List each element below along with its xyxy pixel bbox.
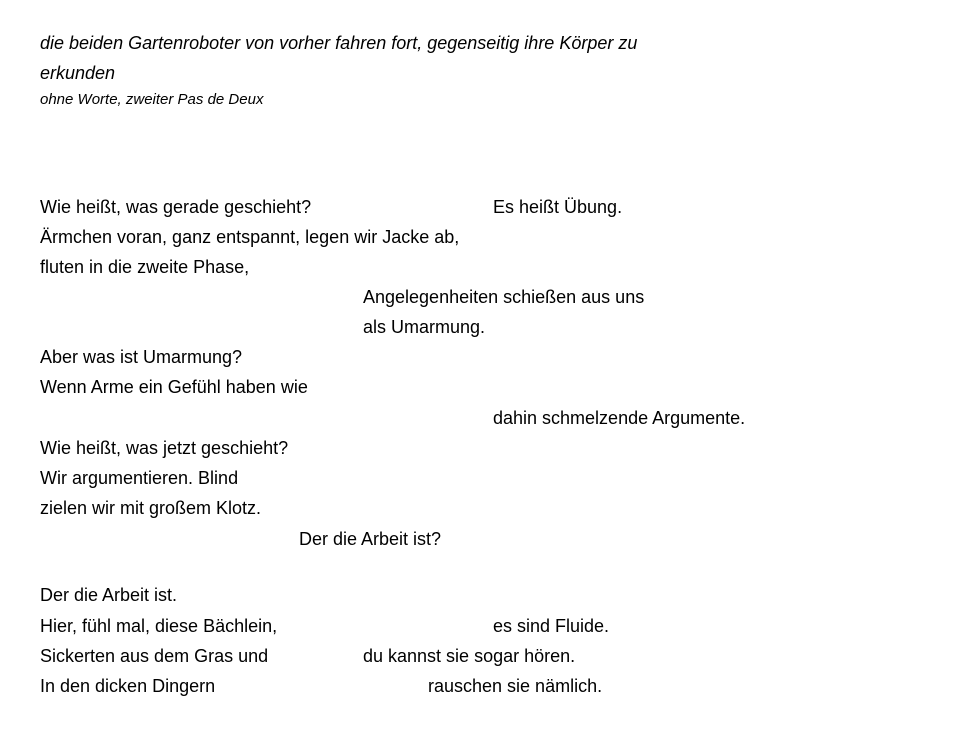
verse-line: du kannst sie sogar hören. (363, 646, 576, 666)
verse-line: Es heißt Übung. (493, 197, 623, 217)
verse-line: rauschen sie nämlich. (428, 676, 603, 696)
verse-line: zielen wir mit großem Klotz. (40, 498, 262, 518)
verse-line: Der die Arbeit ist. (40, 585, 178, 605)
stage-direction-line-2: erkunden (40, 63, 116, 83)
verse-line: Hier, fühl mal, diese Bächlein, (40, 616, 278, 636)
verse-line: In den dicken Dingern (40, 676, 216, 696)
verse-line: Wie heißt, was gerade geschieht? (40, 197, 312, 217)
stage-direction-note: ohne Worte, zweiter Pas de Deux (40, 91, 264, 108)
verse-line: dahin schmelzende Argumente. (493, 408, 746, 428)
verse-line: es sind Fluide. (493, 616, 610, 636)
verse-line: Sickerten aus dem Gras und (40, 646, 269, 666)
verse-line: Wir argumentieren. Blind (40, 468, 239, 488)
verse-line: Der die Arbeit ist? (299, 529, 442, 549)
verse-line: Wie heißt, was jetzt geschieht? (40, 438, 289, 458)
verse-line: Wenn Arme ein Gefühl haben wie (40, 377, 308, 397)
verse-line: Aber was ist Umarmung? (40, 347, 243, 367)
verse-line: Angelegenheiten schießen aus uns (363, 287, 645, 307)
verse-line: als Umarmung. (363, 317, 486, 337)
verse-line: Ärmchen voran, ganz entspannt, legen wir Jacke ab, (40, 227, 460, 247)
verse-line: fluten in die zweite Phase, (40, 257, 250, 277)
stage-direction-line-1: die beiden Gartenroboter von vorher fahren fort, gegenseitig ihre Körper zu (40, 33, 638, 53)
